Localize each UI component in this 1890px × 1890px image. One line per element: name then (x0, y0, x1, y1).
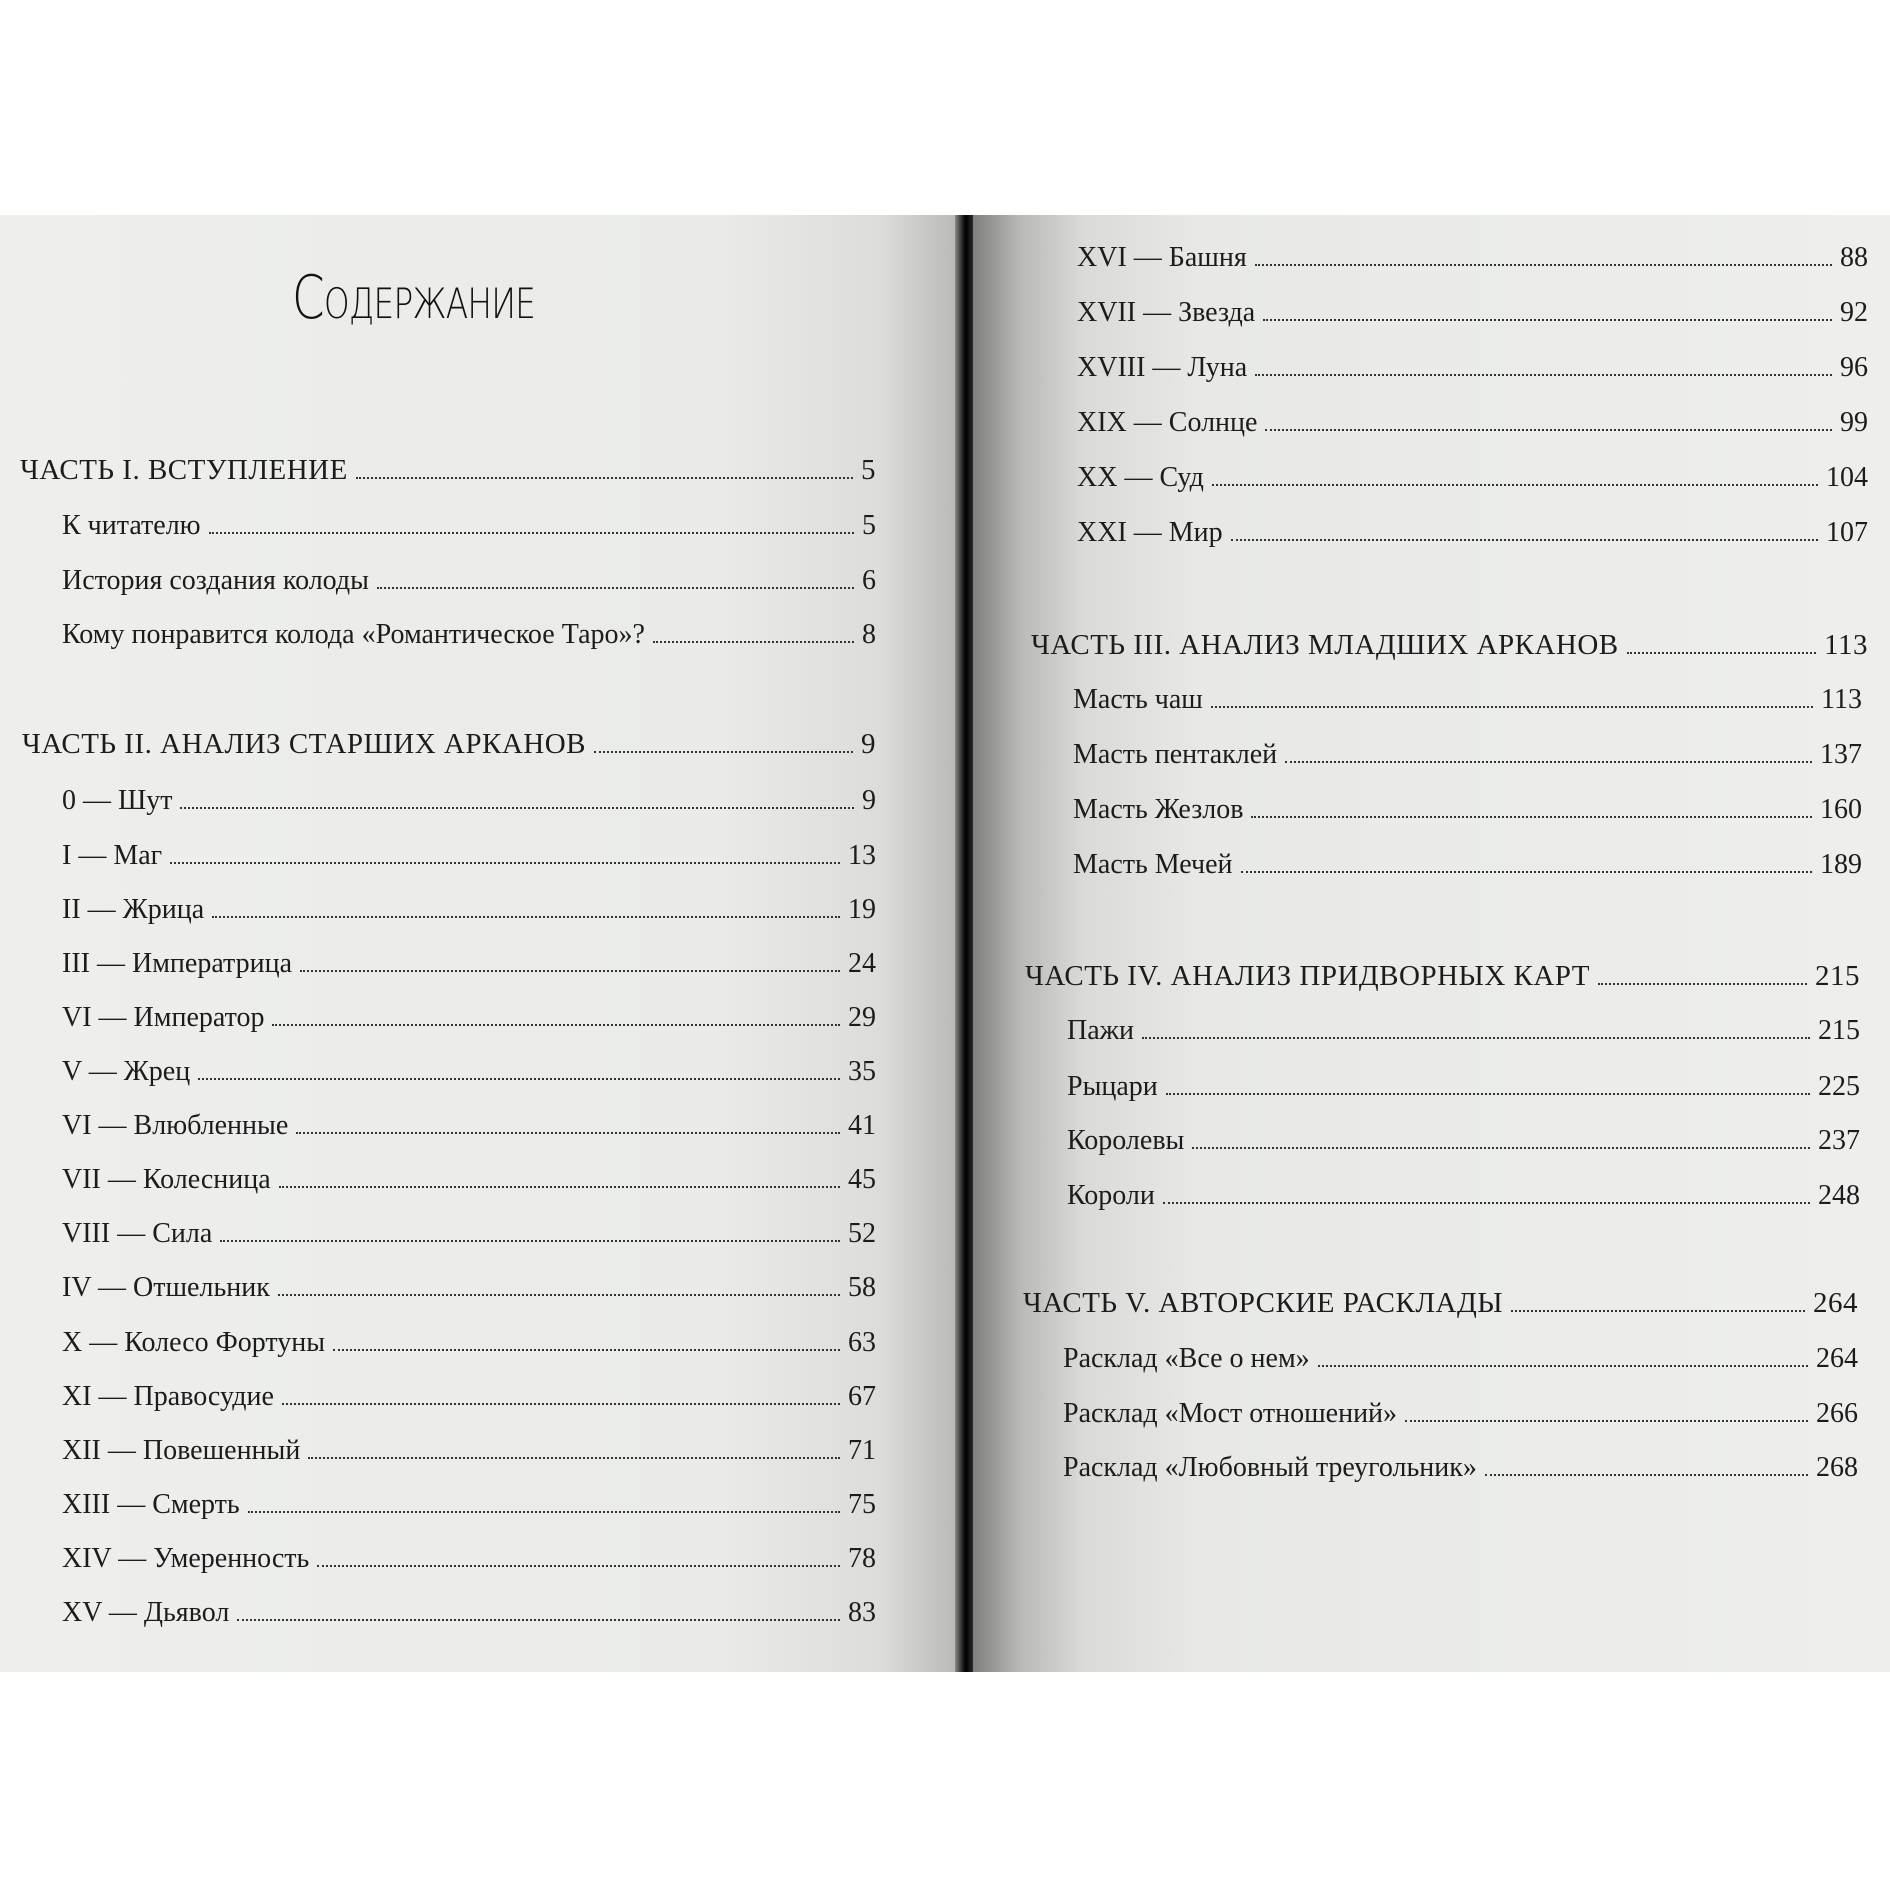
toc-entry-label: Рыцари (1067, 1071, 1158, 1102)
toc-leader-dots (1255, 374, 1832, 376)
toc-leader-dots (300, 970, 840, 972)
page-title: Содержание (292, 263, 536, 333)
toc-page-number: 264 (1813, 1287, 1858, 1319)
toc-entry-label: ЧАСТЬ II. АНАЛИЗ СТАРШИХ АРКАНОВ (22, 728, 586, 760)
toc-entry-label: VI — Влюбленные (62, 1110, 289, 1141)
toc-entry-label: I — Маг (62, 840, 163, 871)
toc-leader-dots (1251, 816, 1812, 818)
toc-page-number: 71 (848, 1435, 876, 1466)
toc-page-number: 96 (1840, 352, 1868, 383)
toc-entry-label: Расклад «Любовный треугольник» (1063, 1452, 1477, 1483)
toc-leader-dots (1192, 1147, 1810, 1149)
toc-page-number: 52 (848, 1218, 876, 1249)
toc-page-number: 215 (1815, 960, 1860, 992)
toc-page-number: 75 (848, 1489, 876, 1520)
toc-page-number: 67 (848, 1381, 876, 1412)
toc-leader-dots (1285, 761, 1812, 763)
toc-leader-dots (237, 1619, 840, 1621)
toc-page-number: 45 (848, 1164, 876, 1195)
toc-entry-label: К читателю (62, 510, 201, 541)
toc-page-number: 189 (1820, 849, 1862, 880)
toc-page-number: 24 (848, 948, 876, 979)
toc-entry-label: XVIII — Луна (1077, 352, 1248, 383)
toc-entry-label: ЧАСТЬ I. ВСТУПЛЕНИЕ (20, 454, 348, 486)
toc-entry-label: XX — Суд (1077, 462, 1204, 493)
toc-entry-label: Пажи (1067, 1015, 1134, 1046)
toc-entry-label: Масть Жезлов (1073, 794, 1244, 825)
toc-entry (1073, 682, 1862, 718)
toc-leader-dots (308, 1457, 840, 1459)
toc-leader-dots (356, 477, 853, 479)
toc-leader-dots (278, 1294, 840, 1296)
toc-entry (62, 783, 876, 819)
toc-page-number: 215 (1818, 1015, 1860, 1046)
toc-page-number: 88 (1840, 242, 1868, 273)
toc-entry (1077, 240, 1868, 276)
toc-leader-dots (333, 1349, 840, 1351)
toc-page-number: 63 (848, 1327, 876, 1358)
toc-leader-dots (198, 1078, 840, 1080)
toc-entry (1067, 1069, 1860, 1105)
toc-leader-dots (1142, 1037, 1810, 1039)
toc-entry (1073, 847, 1862, 883)
toc-entry (1063, 1396, 1858, 1432)
toc-entry (1073, 737, 1862, 773)
toc-entry (62, 1379, 876, 1415)
toc-entry (1077, 405, 1868, 441)
toc-leader-dots (1485, 1474, 1808, 1476)
toc-page-number: 8 (862, 619, 876, 650)
toc-entry (1077, 460, 1868, 496)
toc-page-number: 6 (862, 565, 876, 596)
toc-entry-label: VI — Император (62, 1002, 265, 1033)
toc-leader-dots (1627, 652, 1816, 654)
toc-page-number: 113 (1821, 684, 1862, 715)
toc-entry-label: Королевы (1067, 1125, 1185, 1156)
toc-leader-dots (1166, 1093, 1810, 1095)
toc-leader-dots (1231, 539, 1818, 541)
toc-page-number: 266 (1816, 1398, 1858, 1429)
toc-entry-label: Расклад «Все о нем» (1063, 1343, 1310, 1374)
toc-leader-dots (279, 1186, 840, 1188)
toc-entry (1073, 792, 1862, 828)
toc-entry (1067, 1013, 1860, 1049)
toc-entry-label: ЧАСТЬ IV. АНАЛИЗ ПРИДВОРНЫХ КАРТ (1025, 960, 1591, 992)
toc-entry-label: Короли (1067, 1180, 1155, 1211)
toc-entry-label: XIII — Смерть (62, 1489, 240, 1520)
toc-page-number: 99 (1840, 407, 1868, 438)
toc-leader-dots (272, 1024, 840, 1026)
toc-entry-label: III — Императрица (62, 948, 293, 979)
toc-entry (1077, 515, 1868, 551)
toc-leader-dots (1163, 1202, 1810, 1204)
toc-page-number: 225 (1818, 1071, 1860, 1102)
toc-entry (62, 1108, 876, 1144)
toc-entry-label: Расклад «Мост отношений» (1063, 1398, 1398, 1429)
toc-leader-dots (209, 532, 854, 534)
toc-entry (62, 1216, 876, 1252)
toc-page-number: 268 (1816, 1452, 1858, 1483)
toc-page-number: 41 (848, 1110, 876, 1141)
toc-entry-label: XV — Дьявол (62, 1597, 230, 1628)
toc-entry-label: VIII — Сила (62, 1218, 213, 1249)
toc-page-number: 248 (1818, 1180, 1860, 1211)
toc-leader-dots (653, 641, 854, 643)
toc-page-number: 237 (1818, 1125, 1860, 1156)
left-page (0, 215, 958, 1672)
toc-page-number: 9 (862, 785, 876, 816)
toc-page-number: 5 (861, 454, 876, 486)
toc-entry-label: Масть Мечей (1073, 849, 1233, 880)
toc-part-heading (22, 726, 876, 762)
toc-leader-dots (1511, 1310, 1805, 1312)
toc-leader-dots (1255, 264, 1832, 266)
toc-entry-label: XVI — Башня (1077, 242, 1247, 273)
toc-page-number: 9 (861, 728, 876, 760)
toc-entry (62, 1162, 876, 1198)
toc-page-number: 113 (1824, 629, 1868, 661)
toc-entry (1067, 1123, 1860, 1159)
toc-entry (1077, 350, 1868, 386)
toc-leader-dots (1211, 706, 1813, 708)
toc-entry (62, 1433, 876, 1469)
toc-leader-dots (170, 862, 840, 864)
toc-leader-dots (1263, 319, 1832, 321)
toc-page-number: 13 (848, 840, 876, 871)
toc-entry-label: Масть пентаклей (1073, 739, 1278, 770)
toc-entry (62, 1487, 876, 1523)
toc-entry-label: XXI — Мир (1077, 517, 1223, 548)
toc-entry-label: X — Колесо Фортуны (62, 1327, 326, 1358)
toc-part-heading (1025, 958, 1860, 994)
toc-page-number: 160 (1820, 794, 1862, 825)
toc-page-number: 92 (1840, 297, 1868, 328)
toc-leader-dots (220, 1240, 840, 1242)
toc-part-heading (20, 452, 876, 488)
toc-entry-label: Кому понравится колода «Романтическое Таро»? (62, 619, 645, 650)
toc-leader-dots (1241, 871, 1812, 873)
toc-page-number: 35 (848, 1056, 876, 1087)
toc-entry (62, 1541, 876, 1577)
toc-entry-label: 0 — Шут (62, 785, 173, 816)
toc-entry-label: V — Жрец (62, 1056, 191, 1087)
toc-page-number: 19 (848, 894, 876, 925)
right-page (973, 215, 1890, 1672)
toc-page-number: 58 (848, 1272, 876, 1303)
toc-entry-label: ЧАСТЬ III. АНАЛИЗ МЛАДШИХ АРКАНОВ (1031, 629, 1619, 661)
toc-leader-dots (1598, 983, 1807, 985)
toc-leader-dots (212, 916, 840, 918)
book-spread (0, 215, 1890, 1672)
toc-entry (62, 1595, 876, 1631)
toc-entry (62, 563, 876, 599)
toc-entry (62, 1270, 876, 1306)
toc-page-number: 29 (848, 1002, 876, 1033)
toc-leader-dots (248, 1511, 840, 1513)
toc-entry-label: История создания колоды (62, 565, 369, 596)
toc-page-number: 78 (848, 1543, 876, 1574)
toc-entry-label: XVII — Звезда (1077, 297, 1256, 328)
toc-entry-label: Масть чаш (1073, 684, 1203, 715)
toc-leader-dots (377, 587, 854, 589)
toc-entry (1063, 1341, 1858, 1377)
toc-entry (62, 508, 876, 544)
toc-entry (62, 838, 876, 874)
toc-entry-label: II — Жрица (62, 894, 205, 925)
toc-entry-label: IV — Отшельник (62, 1272, 270, 1303)
toc-entry (1067, 1178, 1860, 1214)
toc-entry-label: XI — Правосудие (62, 1381, 274, 1412)
toc-leader-dots (594, 751, 853, 753)
toc-page-number: 137 (1820, 739, 1862, 770)
toc-page-number: 83 (848, 1597, 876, 1628)
toc-entry-label: ЧАСТЬ V. АВТОРСКИЕ РАСКЛАДЫ (1023, 1287, 1504, 1319)
toc-page-number: 5 (862, 510, 876, 541)
toc-page-number: 264 (1816, 1343, 1858, 1374)
toc-entry-label: XIX — Солнце (1077, 407, 1258, 438)
toc-leader-dots (180, 807, 854, 809)
book-spine (955, 215, 973, 1672)
toc-leader-dots (1212, 484, 1818, 486)
toc-entry-label: VII — Колесница (62, 1164, 271, 1195)
toc-entry-label: XIV — Умеренность (62, 1543, 310, 1574)
toc-leader-dots (317, 1565, 840, 1567)
toc-part-heading (1031, 627, 1868, 663)
toc-entry (62, 1000, 876, 1036)
toc-leader-dots (282, 1403, 840, 1405)
toc-entry (1063, 1450, 1858, 1486)
toc-page-number: 107 (1826, 517, 1868, 548)
toc-entry (62, 1325, 876, 1361)
toc-part-heading (1023, 1285, 1858, 1321)
toc-leader-dots (1265, 429, 1832, 431)
toc-leader-dots (1318, 1365, 1808, 1367)
toc-entry-label: XII — Повешенный (62, 1435, 301, 1466)
toc-entry (1077, 295, 1868, 331)
toc-entry (62, 617, 876, 653)
toc-leader-dots (1405, 1420, 1808, 1422)
toc-entry (62, 892, 876, 928)
toc-entry (62, 946, 876, 982)
toc-leader-dots (296, 1132, 840, 1134)
toc-page-number: 104 (1826, 462, 1868, 493)
toc-entry (62, 1054, 876, 1090)
